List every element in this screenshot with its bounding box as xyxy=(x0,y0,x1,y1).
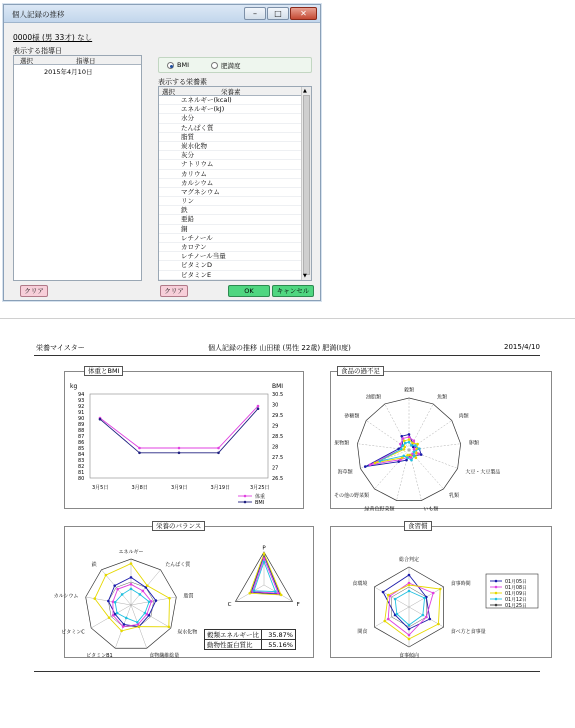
y2-tick-label: 27.5 xyxy=(272,455,284,461)
radar-axis-label: たんぱく質 xyxy=(165,562,191,569)
radio-bmi[interactable] xyxy=(167,62,174,69)
radar-point xyxy=(403,439,406,442)
radar-point xyxy=(116,612,119,615)
dates-section-label: 表示する指導日 xyxy=(13,47,62,55)
radar-point xyxy=(410,444,413,447)
y2-tick-label: 30.5 xyxy=(272,392,284,398)
nutrient-item[interactable]: エネルギー(kcal) xyxy=(159,96,301,105)
series-point xyxy=(99,418,102,421)
series-line xyxy=(100,406,258,448)
legend-label: 01月09日 xyxy=(505,592,527,597)
radar-point xyxy=(364,465,367,468)
radar-point xyxy=(402,437,405,440)
report-page xyxy=(0,318,575,727)
radar-point xyxy=(248,592,251,595)
radar-point xyxy=(112,614,115,617)
radar-axis-label: 魚類 xyxy=(437,394,448,401)
radar-axis-label: 卵類 xyxy=(468,440,479,447)
footer-rule xyxy=(34,671,540,672)
radar-point xyxy=(401,456,404,459)
radar-axis-label: P xyxy=(262,545,266,552)
y-tick-label: 91 xyxy=(78,410,85,416)
radar-point xyxy=(403,446,406,449)
radar-point xyxy=(408,441,411,444)
radar-point xyxy=(413,439,416,442)
radar-point xyxy=(146,584,149,587)
food-panel-title: 食品の過不足 xyxy=(337,366,384,376)
dates-list[interactable] xyxy=(13,55,142,281)
nutrients-section-label: 表示する栄養素 xyxy=(158,78,207,86)
stats-table xyxy=(204,629,296,650)
series-point xyxy=(217,452,220,455)
radar-point xyxy=(408,438,411,441)
clear-nutrients-button[interactable]: クリア xyxy=(160,285,188,297)
stats-row xyxy=(205,640,296,650)
nutrient-item[interactable]: 灰分 xyxy=(159,151,301,160)
radar-point xyxy=(382,591,385,594)
radar-point xyxy=(142,590,145,593)
stat-label: 動物性蛋白質比 xyxy=(205,640,262,650)
radar-point xyxy=(413,448,416,451)
legend-label: 01月05日 xyxy=(505,580,527,585)
radar-point xyxy=(387,594,390,597)
radar-point xyxy=(93,597,96,600)
nutrient-item[interactable]: カルシウム xyxy=(159,179,301,188)
y-tick-label: 88 xyxy=(78,428,85,434)
nutrient-item[interactable]: エネルギー(kJ) xyxy=(159,105,301,114)
nutrients-col-select: 選択 xyxy=(162,88,175,96)
stat-label: 穀類エネルギー比 xyxy=(205,630,262,640)
legend-label: 体重 xyxy=(255,494,266,500)
radar-point xyxy=(120,630,123,633)
history-dialog xyxy=(3,4,321,301)
radar-axis-label: 食物繊維総量 xyxy=(149,653,180,660)
nutrient-item[interactable]: 鉄 xyxy=(159,206,301,215)
radar-axis-label: 間食 xyxy=(357,629,368,635)
series-point xyxy=(257,407,260,410)
radar-point xyxy=(399,458,402,461)
radar-point xyxy=(116,588,119,591)
radar-axis-label: 大豆・大豆製品 xyxy=(465,469,501,476)
radar-point xyxy=(105,574,108,577)
radar-axis-label: 食環境 xyxy=(352,581,368,587)
radar-point xyxy=(374,462,377,465)
radar-point xyxy=(263,557,266,560)
radar-point xyxy=(122,625,125,628)
radar-point xyxy=(410,459,413,462)
legend-label: 01月12日 xyxy=(505,598,527,603)
nutrient-item[interactable]: カリウム xyxy=(159,170,301,179)
radar-axis-label: 食事傾向 xyxy=(398,653,420,659)
clear-dates-button[interactable]: クリア xyxy=(20,285,48,297)
radar-point xyxy=(422,614,425,617)
y2-tick-label: 29.5 xyxy=(272,413,284,419)
radar-point xyxy=(408,574,411,577)
legend-label: 01月08日 xyxy=(505,586,527,591)
app-name: 栄養マイスター xyxy=(36,344,85,352)
nutrient-item[interactable]: マグネシウム xyxy=(159,188,301,197)
legend-marker xyxy=(244,495,247,498)
radar-axis-label: 乳類 xyxy=(448,493,460,500)
x-tick-label: 3月19日 xyxy=(210,485,231,491)
nutrients-col-name: 栄養素 xyxy=(221,88,241,96)
y2-tick-label: 27 xyxy=(272,465,279,472)
nutrients-rows xyxy=(159,96,301,280)
radar-axis-label: 砂糖類 xyxy=(344,413,360,420)
nutrients-scrollbar[interactable] xyxy=(301,87,311,280)
y-tick-label: 92 xyxy=(78,404,85,410)
radar-point xyxy=(280,594,283,597)
x-tick-label: 3月9日 xyxy=(171,485,188,491)
cancel-button[interactable]: キャンセル xyxy=(272,285,314,297)
radar-axis-label: 食事時間 xyxy=(450,581,471,587)
radio-obesity[interactable] xyxy=(211,62,218,69)
radar-point xyxy=(417,452,420,455)
x-tick-label: 3月5日 xyxy=(92,485,109,491)
close-button[interactable]: ✕ xyxy=(290,7,317,20)
y2-tick-label: 28.5 xyxy=(272,434,284,440)
nutrient-item[interactable]: ビタミンD xyxy=(159,261,301,270)
y-tick-label: 89 xyxy=(78,422,85,428)
y-tick-label: 84 xyxy=(78,452,85,458)
radar-point xyxy=(437,623,440,626)
radar-point xyxy=(420,453,423,456)
y2-axis-label: BMI xyxy=(272,383,284,390)
nutrients-list[interactable] xyxy=(158,86,312,281)
radar-point xyxy=(396,613,399,616)
radar-point xyxy=(403,448,406,451)
y-tick-label: 81 xyxy=(78,470,85,476)
radar-point xyxy=(121,593,124,596)
radar-point xyxy=(408,638,411,641)
ok-button[interactable]: OK xyxy=(228,285,270,297)
radar-point xyxy=(148,601,151,604)
radar-point xyxy=(397,460,400,463)
radar-axis-label: 海草類 xyxy=(337,469,353,476)
plot-area xyxy=(90,394,268,478)
radar-axis-label: 穀類 xyxy=(403,387,415,394)
radar-point xyxy=(403,455,406,458)
nutrient-item[interactable]: ナトリウム xyxy=(159,160,301,169)
radar-point xyxy=(263,552,266,555)
radar-point xyxy=(415,456,418,459)
radio-bmi-label: BMI xyxy=(177,61,189,69)
client-label[interactable]: 0000様 (男 33才) なし xyxy=(13,33,93,42)
series-point xyxy=(178,447,181,450)
y-tick-label: 82 xyxy=(78,464,85,470)
y2-tick-label: 28 xyxy=(272,444,279,451)
stat-value: 35.87% xyxy=(262,630,296,640)
radar-point xyxy=(410,456,413,459)
radar-point xyxy=(112,601,115,604)
radar-point xyxy=(139,593,142,596)
radar-point xyxy=(414,444,417,447)
series-point xyxy=(217,447,220,450)
report-date: 2015/4/10 xyxy=(504,343,540,351)
radar-point xyxy=(408,436,411,439)
radar-point xyxy=(168,626,171,629)
radar-point xyxy=(406,454,409,457)
radar-point xyxy=(439,588,442,591)
dialog-title: 個人記録の推移 xyxy=(12,10,65,19)
radar-point xyxy=(432,592,435,595)
y-tick-label: 94 xyxy=(78,392,85,398)
nutrient-item[interactable]: カロテン xyxy=(159,243,301,252)
radar-axis-label: カルシウム xyxy=(53,593,79,600)
radar-point xyxy=(400,435,403,438)
radar-point xyxy=(408,590,411,593)
nutrient-item[interactable]: 亜鉛 xyxy=(159,215,301,224)
radar-point xyxy=(150,600,153,603)
radar-point xyxy=(408,634,411,637)
habits-panel-title: 食習慣 xyxy=(404,521,432,531)
radar-point xyxy=(369,463,372,466)
stats-row xyxy=(205,630,296,640)
report-heading: 個人記録の推移 山田様 (男性 22歳) 肥満(I度) xyxy=(208,344,351,352)
y-tick-label: 86 xyxy=(78,440,85,446)
y-tick-label: 83 xyxy=(78,458,85,464)
y-tick-label: 90 xyxy=(78,416,85,422)
radar-axis-label: 炭水化物 xyxy=(177,629,198,636)
y-tick-label: 93 xyxy=(78,398,85,404)
radar-point xyxy=(379,460,382,463)
radar-axis-label: ビタミンB1 xyxy=(86,653,113,660)
series-point xyxy=(178,452,181,455)
radar-axis-label: F xyxy=(296,601,300,608)
y2-tick-label: 29 xyxy=(272,423,279,430)
legend-label: BMI xyxy=(255,500,265,506)
y-tick-label: 80 xyxy=(78,476,85,482)
radar-point xyxy=(400,448,403,451)
radar-point xyxy=(413,451,416,454)
y-tick-label: 85 xyxy=(78,446,85,452)
radar-axis-label: 肉類 xyxy=(458,413,469,420)
x-tick-label: 3月25日 xyxy=(250,485,270,491)
nutrient-item[interactable]: たんぱく質 xyxy=(159,124,301,133)
radar-point xyxy=(401,444,404,447)
radar-point xyxy=(394,598,397,601)
radar-point xyxy=(418,447,421,450)
y-axis-label: kg xyxy=(70,383,78,390)
scroll-thumb[interactable] xyxy=(303,95,310,275)
radar-axis-label: C xyxy=(227,601,232,608)
radar-point xyxy=(408,628,411,631)
series-point xyxy=(257,405,260,408)
radar-axis-label: その他の野菜類 xyxy=(333,493,370,500)
radar-point xyxy=(408,433,411,436)
nutrient-item[interactable]: レチノール当量 xyxy=(159,252,301,261)
radar-axis-label: 総合判定 xyxy=(398,557,420,563)
dates-col-date: 指導日 xyxy=(76,57,96,65)
radar-point xyxy=(399,443,402,446)
radar-point xyxy=(415,451,418,454)
radar-point xyxy=(423,597,426,600)
radar-point xyxy=(130,562,133,565)
charts-canvas xyxy=(0,319,575,728)
dialog-titlebar[interactable] xyxy=(4,5,320,23)
legend-marker xyxy=(495,604,498,607)
series-point xyxy=(138,447,141,450)
radar-point xyxy=(168,597,171,600)
radar-point xyxy=(413,455,416,458)
radar-point xyxy=(274,590,277,593)
radar-point xyxy=(130,588,133,591)
radar-axis-label: 緑黄色野菜類 xyxy=(364,506,395,513)
radar-point xyxy=(138,625,141,628)
radar-point xyxy=(409,454,412,457)
radar-point xyxy=(408,584,411,587)
radar-point xyxy=(411,442,414,445)
radar-axis-label: ビタミンC xyxy=(61,629,85,636)
legend-marker xyxy=(244,501,247,504)
legend-marker xyxy=(495,580,498,583)
radar-point xyxy=(425,616,428,619)
weight-panel-title: 体重とBMI xyxy=(84,366,123,376)
x-tick-label: 3月8日 xyxy=(131,485,148,491)
index-radio-group xyxy=(158,57,312,73)
radar-point xyxy=(114,601,117,604)
nutrient-item[interactable]: 脂質 xyxy=(159,133,301,142)
y2-tick-label: 30 xyxy=(272,402,279,409)
radar-point xyxy=(113,584,116,587)
radar-axis-label: 油脂類 xyxy=(365,394,381,401)
stat-value: 55.16% xyxy=(262,640,296,650)
nutrition-panel-title: 栄養のバランス xyxy=(152,521,205,531)
legend-marker xyxy=(495,592,498,595)
radar-point xyxy=(108,616,111,619)
radar-point xyxy=(155,599,158,602)
radar-point xyxy=(405,459,408,462)
nutrient-item[interactable]: ビタミンE xyxy=(159,271,301,280)
legend-marker xyxy=(495,586,498,589)
maximize-button[interactable]: □ xyxy=(267,7,289,20)
radar-point xyxy=(253,589,256,592)
nutrient-item[interactable]: レチノール xyxy=(159,234,301,243)
radar-point xyxy=(404,442,407,445)
radar-point xyxy=(263,561,266,564)
y-tick-label: 87 xyxy=(78,434,85,440)
radar-point xyxy=(428,618,431,621)
radar-axis-label: 鉄 xyxy=(91,562,97,569)
radar-point xyxy=(130,576,133,579)
radio-obesity-label: 肥満度 xyxy=(221,62,241,70)
legend-marker xyxy=(495,598,498,601)
radar-point xyxy=(383,620,386,623)
radar-point xyxy=(107,600,110,603)
radar-point xyxy=(125,617,128,620)
nutrient-item[interactable]: リン xyxy=(159,197,301,206)
legend-label: 01月25日 xyxy=(505,604,527,609)
minimize-button[interactable]: – xyxy=(244,7,266,20)
radar-point xyxy=(277,592,280,595)
nutrient-item[interactable]: 水分 xyxy=(159,114,301,123)
radar-axis-label: エネルギー xyxy=(118,549,144,556)
date-item[interactable]: 2015年4月10日 xyxy=(44,68,93,76)
radar-axis-label: 果物類 xyxy=(334,440,350,447)
radar-point xyxy=(408,624,411,627)
nutrient-item[interactable]: 銅 xyxy=(159,225,301,234)
nutrient-item[interactable]: 炭水化物 xyxy=(159,142,301,151)
dates-col-select: 選択 xyxy=(20,57,33,65)
radar-point xyxy=(144,612,147,615)
scroll-down-icon[interactable]: ▼ xyxy=(303,273,307,279)
radar-axis-label: 食べ方と食事量 xyxy=(450,629,486,635)
radar-point xyxy=(130,583,133,586)
y2-tick-label: 26.5 xyxy=(272,476,284,482)
radar-point xyxy=(387,618,390,621)
series-point xyxy=(138,452,141,455)
radar-point xyxy=(136,621,139,624)
radar-point xyxy=(406,456,409,459)
radar-point xyxy=(416,443,419,446)
radar-axis-label: 脂質 xyxy=(183,593,194,600)
scroll-up-icon[interactable]: ▲ xyxy=(303,88,307,94)
radar-axis-label: いも類 xyxy=(423,506,439,513)
